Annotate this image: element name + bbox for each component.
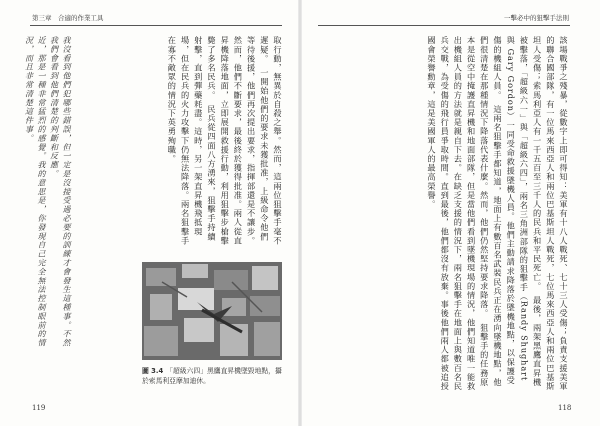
right-page [300,0,600,426]
crash-site-photo [142,262,282,360]
right-body-text: 該場戰爭之殘暴，從數字上即可得知：美軍有十八人戰死、七十三人受傷；負責支援美軍的聯合國部隊，有一位馬來西亞人和兩位巴基斯坦人戰死，七位馬來西亞人和兩位巴基斯坦人受傷；索馬利亞人有一千五百至三千人的民兵和平民死亡。 最後，兩架黑鷹直昇機被擊落，「超級六一」與「超級六四」，兩名三角洲部隊的狙擊手（Randy Shughart 與 Gary Gordon）一同受命救援墜機人員。他們主動請求降落於墜機地點，以保護受傷的機組人員。 這兩名狙擊手都知道，地面上有數百名武裝民兵正在湧向墜機地點，他們很清楚在那種情況下降落代表什麼。然而，他們仍然堅持要求降落。 狙擊手的任務原本是從空中掩護直昇機和地面部隊，但是當他們看到墜機現場的情況，他們知道唯一能救出機組人員的方法就是親自下去。在缺乏支援的情況下，兩名狙擊手在地面上與數百名民兵交戰，為受傷的飛行員爭取時間。直到最後，他們都沒有放棄。事後他們兩人都被追授國會榮譽勳章，這是美國軍人的最高榮譽。 [426,36,569,391]
figure-caption [142,366,284,386]
figure-label: 圖 3.4 [142,367,164,375]
left-upper-text-columns [146,36,284,248]
italic-paragraph-1: 我沒看到他們犯哪些錯誤，但一定是沒接受過必要的訓練才會發生這種事。不然我們會看到他們清楚的判斷和反應。 [49,36,71,348]
left-header-rule [30,25,282,26]
right-header-rule [318,25,570,26]
right-running-header: 一擊必中的狙擊手法則 [504,14,569,22]
italic-paragraph-2: 近，那是一種非常猛烈的感覺。我的意思是，你發現自己完全無法控制眼前的情況，而且非常清楚這件事。 [24,36,46,348]
left-body-text: 取行動，無異於自殺之舉。然而，這兩位狙擊手毫不遲疑。 一開始他們的要求未獲批准，上級命令他們等待後援，他們再次提出要求，指揮部還是不讓步。然而，他們不斷要求，最後終於獲得批准。兩人從直昇機降落地面，立即展開救援行動，利用狙擊步槍擊斃了多名民兵。 民兵從四面八方湧來，狙擊手持續射擊，直到彈藥耗盡。這時，另一架直昇機飛抵現場，但在民兵的火力攻擊下仍無法降落。兩名狙擊手在寡不敵眾的情況下英勇殉職。 [167,36,283,246]
right-text-columns [318,36,570,392]
left-running-header: 第三章 合適的作業工具 [32,14,104,22]
left-italic-quote [24,36,72,356]
figure-caption-text: 「超級六四」黑鷹直昇機墜毀地點，攝於索馬利亞摩加迪休。 [142,367,282,385]
right-page-number: 118 [558,404,572,412]
left-page-number: 119 [32,404,46,412]
